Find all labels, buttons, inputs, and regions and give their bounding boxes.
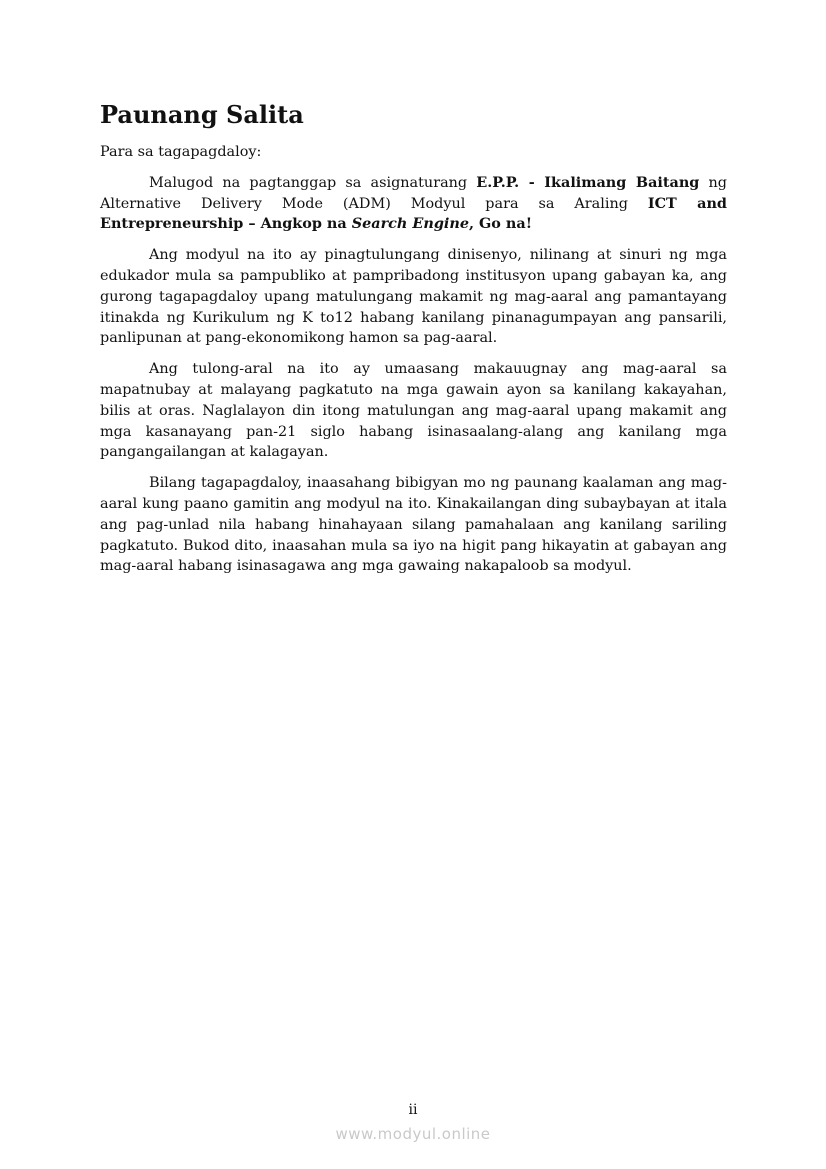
document-page [100,100,727,587]
paragraph-module-purpose: Ang tulong-aral na ito ay umaasang makauugnay ang mag-aaral sa mapatnubay at malayang pagkatuto na mga gawain ayon sa kanilang kakayahan, bilis at oras. Naglalayon din itong matulungan ang mag-aaral upang makamit ang mga kasanayang pan-21 siglo habang isinasaalang-alang ang kanilang mga pangangailangan at kalagayan. [100,361,727,461]
paragraph-welcome [100,173,727,235]
lesson-title-italic: Search Engine [351,215,469,233]
page-number: ii [408,1102,418,1118]
subject-name: E.P.P. - Ikalimang Baitang [476,173,700,191]
page-title: Paunang Salita [100,100,304,129]
paragraph-module-design: Ang modyul na ito ay pinagtulungang dinisenyo, nilinang at sinuri ng mga edukador mula sa pampubliko at pampribadong institusyon upang gabayan ka, ang gurong tagapagdaloy upang matulungang makamit ng mag-aaral ang pamantayang itinakda ng Kurikulum ng K to12 habang kanilang pinanagumpayan ang pansarili, panlipunan at pang-ekonomikong hamon sa pag-aaral. [100,247,727,347]
welcome-text-1: Malugod na pagtanggap sa asignaturang [149,174,477,191]
salutation: Para sa tagapagdaloy: [100,144,262,160]
lesson-title-part-1: ICT and Entrepreneurship – Angkop na [100,194,727,233]
welcome-text-2: ng Alternative Delivery Mode (ADM) Modyul para sa Araling [100,174,727,212]
lesson-title-part-2: , Go na! [469,215,533,233]
watermark: www.modyul.online [335,1125,491,1143]
paragraph-facilitator-role: Bilang tagapagdaloy, inaasahang bibigyan mo ng paunang kaalaman ang mag-aaral kung paano gamitin ang modyul na ito. Kinakailangan ding subaybayan at itala ang pag-unlad nila habang hinahayaan silang pamahalaan ang kanilang sariling pagkatuto. Bukod dito, inaasahan mula sa iyo na higit pang hikayatin at gabayan ang mag-aaral habang isinasagawa ang mga gawaing nakapaloob sa modyul. [100,475,727,575]
